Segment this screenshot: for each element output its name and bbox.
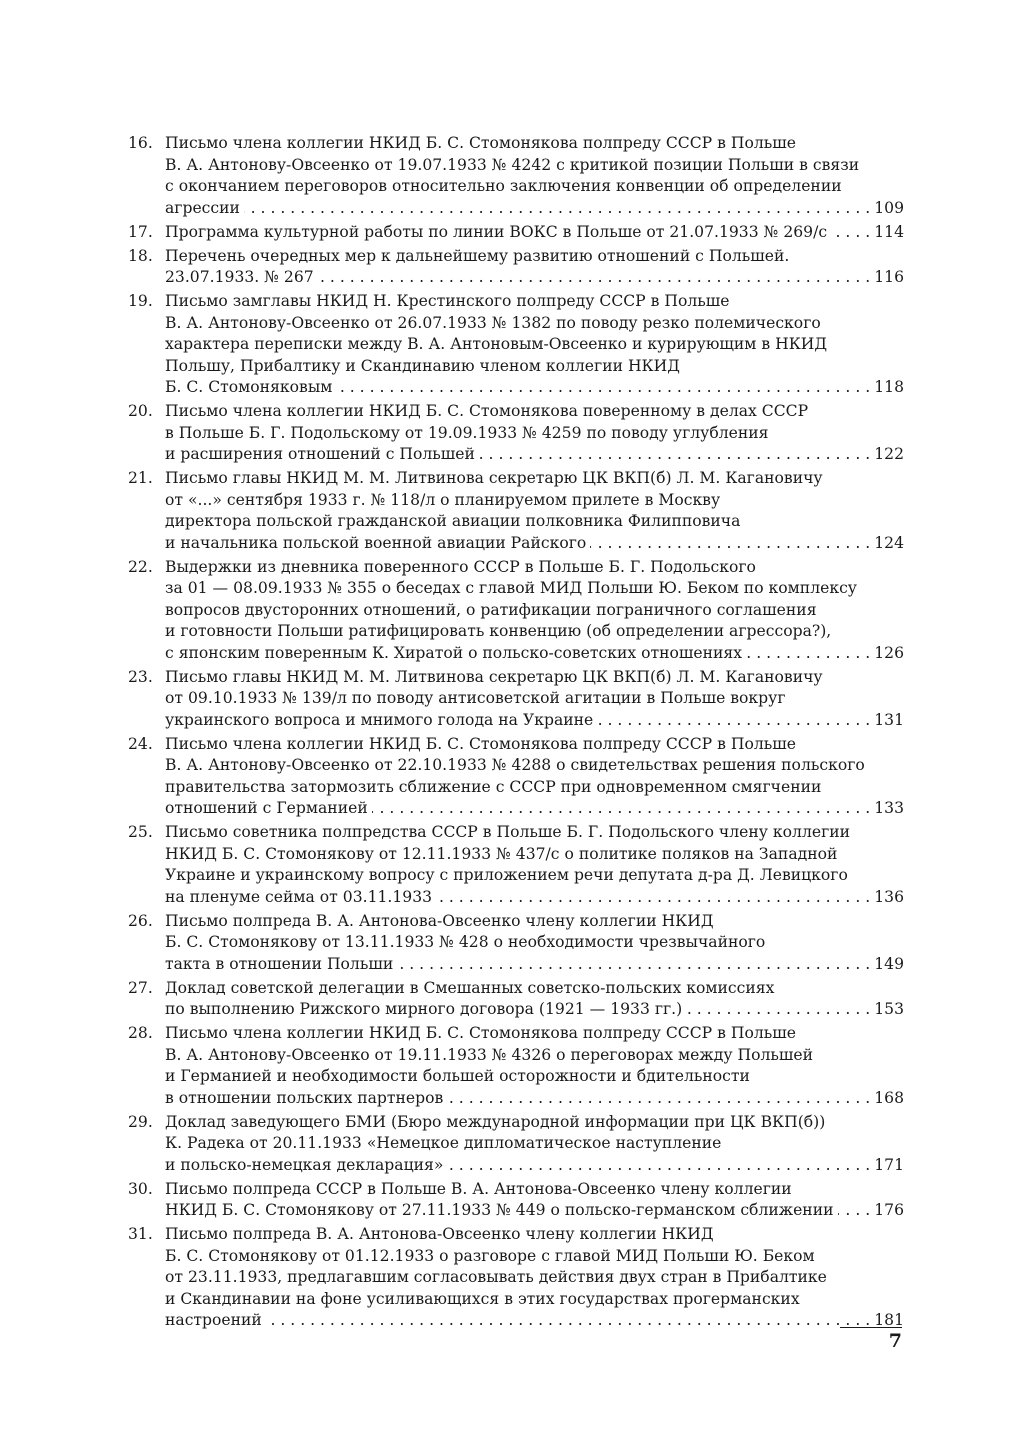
entry-title-line: и расширения отношений с Польшей [165,445,475,463]
entry-title-line: Письмо члена коллегии НКИД Б. С. Стомонякова полпреду СССР в Польше [165,1024,796,1042]
entry-number: 21. [128,469,153,487]
entry-title-line: Украине и украинскому вопросу с приложением речи депутата д-ра Д. Левицкого [165,866,848,884]
entry-title-line: Доклад заведующего БМИ (Бюро международной информации при ЦК ВКП(б)) [165,1112,826,1131]
entry-leader-line [165,999,904,1021]
entry-title-line: такта в отношении Польши [165,954,394,973]
dot-leader [266,1310,870,1332]
entry-title-line: в отношении польских партнеров [165,1088,444,1107]
entry-title-line: Письмо советника полпредства СССР в Польше Б. Г. Подольского члену коллегии [165,823,851,841]
entry-leader-line [165,1310,904,1332]
entry-page-number: 126 [874,643,904,662]
entry-leader-line [165,954,904,976]
entry-title-line: и Германией и необходимости большей осторожности и бдительности [165,1067,750,1085]
entry-title [165,557,904,665]
entry-title [165,1023,904,1109]
entry-number: 23. [128,667,153,686]
entry-page-number: 124 [874,533,904,552]
entry-leader-line [165,267,904,289]
folio-rule [840,1327,902,1328]
entry-number: 30. [128,1179,153,1198]
entry-title-line: Письмо полпреда СССР в Польше В. А. Антонова-Овсеенко члену коллегии [165,1179,792,1198]
entry-title-line: от 09.10.1933 № 139/л по поводу антисоветской агитации в Польше вокруг [165,689,786,707]
dot-leader [318,267,871,289]
entry-title-line: Письмо главы НКИД М. М. Литвинова секретарю ЦК ВКП(б) Л. М. Кагановичу [165,469,823,487]
toc-entry [128,222,904,244]
entry-title [165,133,904,219]
entry-title-line: и польско-немецкая декларация» [165,1155,444,1174]
entry-title-line: и начальника польской военной авиации Райского [165,533,587,552]
entry-leader-line [165,798,904,820]
entry-title [165,468,904,554]
entry-title-line: НКИД Б. С. Стомонякову от 27.11.1933 № 449 о польско-германском сближении [165,1201,834,1219]
toc-entry [128,246,904,289]
entry-leader-line [165,887,904,909]
entry-title-line: на пленуме сейма от 03.11.1933 [165,887,433,906]
entry-title-line: Письмо замглавы НКИД Н. Крестинского полпреду СССР в Польше [165,292,730,310]
dot-leader [831,222,870,244]
toc-entry [128,1112,904,1177]
entry-page-number: 168 [874,1088,904,1107]
toc-entry [128,1224,904,1332]
entry-title [165,1224,904,1332]
entry-page-number: 136 [874,887,904,906]
entry-title-line: НКИД Б. С. Стомонякову от 12.11.1933 № 437/с о политике поляков на Западной [165,844,838,863]
entry-title-line: Письмо члена коллегии НКИД Б. С. Стомонякова поверенному в делах СССР [165,402,809,420]
entry-title-line: В. А. Антонову-Овсеенко от 22.10.1933 № 4288 о свидетельствах решения польского [165,756,865,774]
entry-leader-line [165,377,904,399]
toc-entry [128,822,904,908]
entry-leader-line [165,710,904,732]
toc-entry [128,1023,904,1109]
dot-leader [372,798,871,820]
entry-title-line: Польшу, Прибалтику и Скандинавию членом коллегии НКИД [165,356,680,375]
dot-leader [838,1200,871,1222]
entry-number: 18. [128,246,153,265]
entry-title [165,246,904,289]
entry-number: 28. [128,1024,153,1042]
entry-title-line: за 01 — 08.09.1933 № 355 о беседах с главой МИД Польши Ю. Беком по комплексу [165,579,857,597]
dot-leader [336,377,870,399]
entry-title-line: Б. С. Стомонякову от 13.11.1933 № 428 о необходимости чрезвычайного [165,933,766,951]
table-of-contents [128,133,904,1334]
entry-number: 25. [128,823,153,841]
entry-page-number: 116 [874,268,904,286]
entry-title-line: и Скандинавии на фоне усиливающихся в этих государствах прогерманских [165,1289,800,1308]
entry-number: 27. [128,978,153,997]
page-number: 7 [888,1330,902,1352]
entry-number: 16. [128,134,153,152]
entry-title-line: с окончанием переговоров относительно заключения конвенции об определении [165,177,842,195]
entry-page-number: 153 [874,1000,904,1018]
entry-title-line: украинского вопроса и мнимого голода на Украине [165,710,594,729]
entry-title-line: Программа культурной работы по линии ВОКС в Польше от 21.07.1933 № 269/с [165,222,828,241]
entry-title-line: характера переписки между В. А. Антоновым-Овсеенко и курирующим в НКИД [165,335,828,353]
entry-title [165,1179,904,1222]
entry-title-line: Б. С. Стомоняковым [165,378,333,396]
entry-title-line: вопросов двусторонних отношений, о ратификации пограничного соглашения [165,600,817,619]
entry-leader-line [165,1200,904,1222]
entry-leader-line [165,222,904,244]
entry-title-line: Письмо члена коллегии НКИД Б. С. Стомонякова полпреду СССР в Польше [165,134,796,152]
entry-title-line: Письмо члена коллегии НКИД Б. С. Стомонякова полпреду СССР в Польше [165,734,796,753]
entry-title-line: в Польше Б. Г. Подольскому от 19.09.1933 № 4259 по поводу углубления [165,423,769,442]
entry-title [165,291,904,399]
entry-title-line: Письмо полпреда В. А. Антонова-Овсеенко члену коллегии НКИД [165,1225,714,1243]
entry-number: 20. [128,402,153,420]
entry-leader-line [165,533,904,555]
entry-page-number: 171 [874,1155,904,1174]
entry-page-number: 122 [874,445,904,463]
entry-title-line: с японским поверенным К. Хиратой о польско-советских отношениях [165,643,743,662]
dot-leader [447,1155,870,1177]
entry-title [165,1112,904,1177]
entry-title-line: В. А. Антонову-Овсеенко от 26.07.1933 № 1382 по поводу резко полемического [165,313,821,332]
entry-title-line: В. А. Антонову-Овсеенко от 19.11.1933 № 4326 о переговорах между Польшей [165,1045,813,1064]
entry-leader-line [165,1088,904,1110]
entry-page-number: 149 [874,954,904,973]
entry-number: 29. [128,1112,153,1131]
entry-title-line: от 23.11.1933, предлагавшим согласовывать действия двух стран в Прибалтике [165,1268,827,1286]
entry-page-number: 114 [874,222,904,241]
toc-entry [128,291,904,399]
dot-leader [447,1088,870,1110]
toc-entry [128,468,904,554]
entry-leader-line [165,198,904,220]
entry-page-number: 131 [874,710,904,729]
entry-page-number: 181 [874,1311,904,1329]
entry-leader-line [165,643,904,665]
entry-page-number: 118 [874,378,904,396]
entry-number: 31. [128,1225,153,1243]
dot-leader [479,444,870,466]
entry-leader-line [165,444,904,466]
dot-leader [686,999,870,1021]
entry-title-line: директора польской гражданской авиации полковника Филипповича [165,512,741,530]
entry-title-line: Письмо главы НКИД М. М. Литвинова секретарю ЦК ВКП(б) Л. М. Кагановичу [165,667,823,686]
entry-title-line: от «...» сентября 1933 г. № 118/л о планируемом прилете в Москву [165,490,721,509]
toc-entry [128,557,904,665]
entry-title-line: К. Радека от 20.11.1933 «Немецкое дипломатическое наступление [165,1134,722,1152]
entry-page-number: 176 [874,1201,904,1219]
entry-title-line: по выполнению Рижского мирного договора (1921 — 1933 гг.) [165,1000,683,1018]
toc-entry [128,978,904,1021]
dot-leader [590,533,870,555]
entry-title [165,401,904,466]
toc-entry [128,911,904,976]
entry-title-line: Доклад советской делегации в Смешанных советско-польских комиссиях [165,978,775,997]
entry-number: 19. [128,292,153,310]
dot-leader [597,710,870,732]
entry-page-number: 133 [874,799,904,817]
entry-title [165,734,904,820]
entry-title-line: Б. С. Стомонякову от 01.12.1933 о разговоре с главой МИД Польши Ю. Беком [165,1246,815,1265]
entry-title-line: Выдержки из дневника поверенного СССР в Польше Б. Г. Подольского [165,557,756,576]
entry-title-line: настроений [165,1311,262,1329]
dot-leader [746,643,870,665]
entry-title-line: правительства затормозить сближение с СССР при одновременном смягчении [165,777,822,796]
entry-title-line: отношений с Германией [165,799,368,817]
entry-title [165,822,904,908]
toc-entry [128,667,904,732]
entry-title [165,978,904,1021]
entry-number: 22. [128,557,153,576]
dot-leader [244,198,870,220]
entry-title-line: Письмо полпреда В. А. Антонова-Овсеенко члену коллегии НКИД [165,911,714,930]
toc-entry [128,401,904,466]
entry-title [165,667,904,732]
toc-entry [128,1179,904,1222]
entry-title-line: и готовности Польши ратифицировать конвенцию (об определении агрессора?), [165,622,832,640]
entry-page-number: 109 [874,198,904,217]
entry-number: 24. [128,734,153,753]
entry-leader-line [165,1155,904,1177]
entry-title-line: В. А. Антонову-Овсеенко от 19.07.1933 № 4242 с критикой позиции Польши в связи [165,155,860,174]
dot-leader [436,887,870,909]
dot-leader [397,954,870,976]
entry-title [165,911,904,976]
entry-title-line: Перечень очередных мер к дальнейшему развитию отношений с Польшей. [165,246,790,265]
entry-number: 26. [128,911,153,930]
entry-number: 17. [128,222,153,241]
toc-entry [128,133,904,219]
entry-title-line: агрессии [165,198,240,217]
entry-title-line: 23.07.1933. № 267 [165,268,314,286]
entry-title [165,222,904,244]
toc-entry [128,734,904,820]
